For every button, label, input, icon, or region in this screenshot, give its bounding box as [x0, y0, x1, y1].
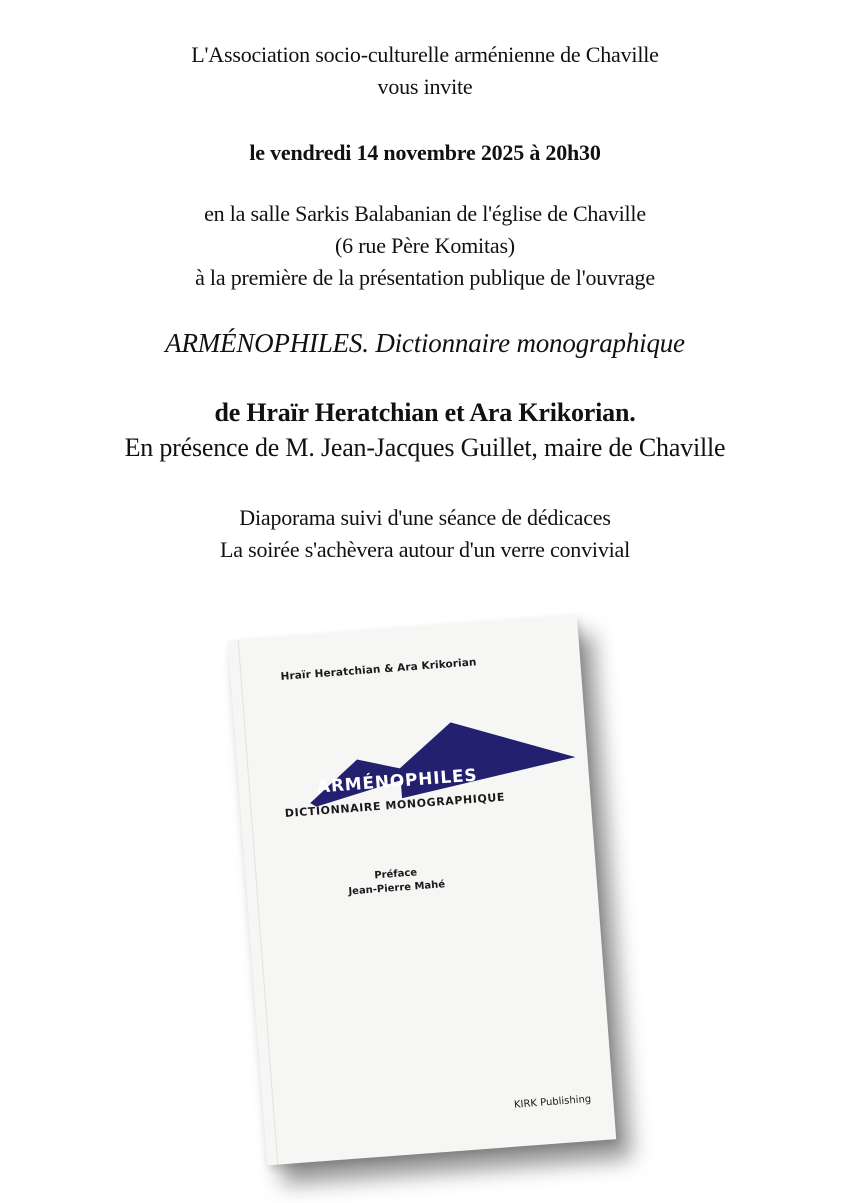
book-cover-publisher: KIRK Publishing — [513, 1093, 592, 1111]
book-cover-preface-label: Préface — [373, 867, 418, 882]
book-cover-image — [228, 615, 616, 1166]
book-cover-subtitle: DICTIONNAIRE MONOGRAPHIQUE — [284, 790, 506, 821]
venue-line: en la salle Sarkis Balabanian de l'église de Chaville — [204, 201, 646, 226]
authors-line: de Hraïr Heratchian et Ara Krikorian. — [214, 398, 636, 427]
occasion-line: à la première de la présentation publique de l'ouvrage — [195, 265, 655, 290]
book-cover — [228, 615, 616, 1166]
book-cover-authors: Hraïr Heratchian & Ara Krikorian — [280, 656, 477, 683]
venue-address: (6 rue Père Komitas) — [335, 233, 515, 258]
program-line-2: La soirée s'achèvera autour d'un verre convivial — [219, 537, 631, 562]
organizer-line: L'Association socio-culturelle arménienne de Chaville — [191, 42, 659, 67]
program-line-1: Diaporama suivi d'une séance de dédicaces — [239, 505, 611, 530]
event-date: le vendredi 14 novembre 2025 à 20h30 — [249, 140, 601, 165]
book-cover-title: ARMÉNOPHILES — [316, 765, 479, 798]
book-title-heading: ARMÉNOPHILES. Dictionnaire monographique — [165, 328, 685, 358]
presence-line: En présence de M. Jean-Jacques Guillet, maire de Chaville — [124, 433, 726, 462]
invites-line: vous invite — [377, 74, 473, 99]
book-cover-preface-author: Jean-Pierre Mahé — [348, 879, 446, 898]
